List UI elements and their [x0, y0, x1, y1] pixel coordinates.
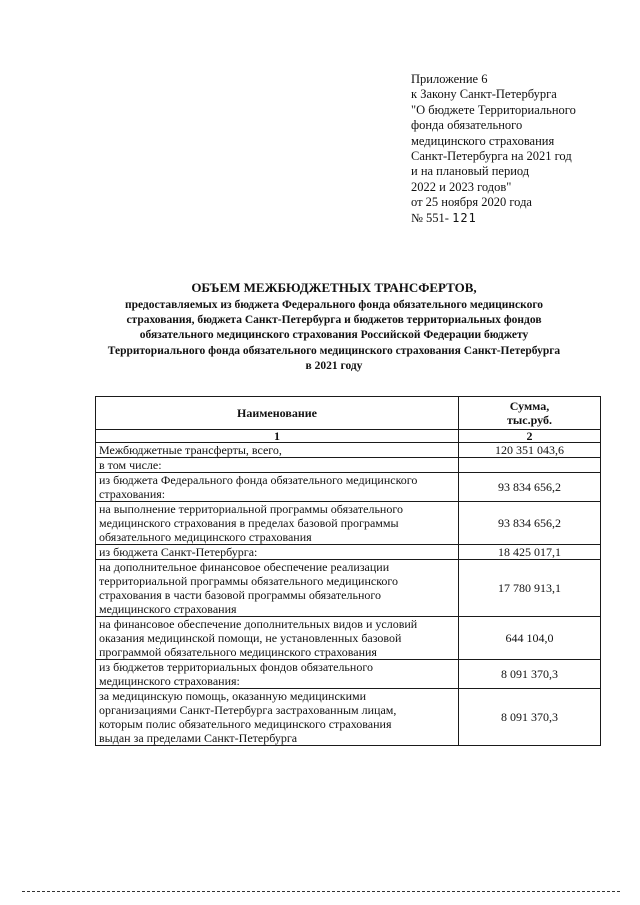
table-row	[96, 443, 601, 458]
table-row	[96, 458, 601, 473]
row-sum-cell	[459, 458, 601, 473]
appendix-line: к Закону Санкт-Петербурга	[411, 87, 557, 102]
title-sub-line: в 2021 году	[305, 359, 363, 372]
row-name-line: в том числе:	[99, 458, 162, 472]
column-number: 1	[96, 430, 459, 443]
document-title	[60, 280, 608, 374]
row-name-cell	[96, 473, 459, 502]
table-row	[96, 502, 601, 545]
row-name-line: из бюджета Санкт-Петербурга:	[99, 545, 258, 559]
appendix-line: Санкт-Петербурга на 2021 год	[411, 149, 572, 164]
row-name-line: на финансовое обеспечение дополнительных видов и условий	[99, 617, 418, 631]
transfers-table	[95, 396, 601, 746]
row-name-line: медицинского страхования	[99, 602, 237, 616]
row-name-cell	[96, 617, 459, 660]
title-sub-line: обязательного медицинского страхования Российской Федерации бюджету	[139, 329, 529, 342]
column-number: 2	[459, 430, 601, 443]
row-name-cell	[96, 689, 459, 746]
law-number-prefix: № 551-	[411, 210, 449, 225]
title-sub-line: страхования, бюджета Санкт-Петербурга и бюджетов территориальных фондов	[126, 314, 542, 327]
law-number-handwritten: 121	[452, 210, 477, 225]
row-name-line: из бюджетов территориальных фондов обязательного	[99, 660, 373, 674]
table-row	[96, 545, 601, 560]
table-body	[96, 443, 601, 746]
table-row	[96, 473, 601, 502]
row-sum-cell: 17 780 913,1	[459, 560, 601, 617]
row-name-line: Межбюджетные трансферты, всего,	[99, 443, 282, 457]
table-row	[96, 660, 601, 689]
row-sum-cell: 120 351 043,6	[459, 443, 601, 458]
row-name-line: которым полис обязательного медицинского страхования	[99, 717, 392, 731]
appendix-reference	[411, 72, 626, 226]
column-header-sum-line: тыс.руб.	[507, 413, 552, 427]
law-number	[411, 211, 626, 226]
column-header-sum	[459, 397, 601, 430]
table-row	[96, 689, 601, 746]
row-name-cell	[96, 443, 459, 458]
table-row	[96, 617, 601, 660]
table-row	[96, 560, 601, 617]
row-name-line: страхования:	[99, 487, 166, 501]
row-name-line: оказания медицинской помощи, не установленных базовой	[99, 631, 402, 645]
footer-divider	[22, 891, 620, 892]
row-sum-cell: 8 091 370,3	[459, 660, 601, 689]
row-name-line: организациями Санкт-Петербурга застрахованным лицам,	[99, 703, 397, 717]
row-name-line: медицинского страхования:	[99, 674, 240, 688]
row-name-line: выдан за пределами Санкт-Петербурга	[99, 731, 298, 745]
row-sum-cell: 8 091 370,3	[459, 689, 601, 746]
appendix-line: фонда обязательного	[411, 118, 523, 133]
row-name-line: из бюджета Федерального фонда обязательного медицинского	[99, 473, 418, 487]
row-name-line: территориальной программы обязательного медицинского	[99, 574, 399, 588]
title-subtitle	[60, 298, 608, 374]
row-sum-cell: 644 104,0	[459, 617, 601, 660]
row-name-cell	[96, 502, 459, 545]
row-name-line: страхования в части базовой программы обязательного	[99, 588, 381, 602]
row-name-cell	[96, 660, 459, 689]
row-name-line: на дополнительное финансовое обеспечение реализации	[99, 560, 390, 574]
row-name-line: обязательного медицинского страхования	[99, 530, 312, 544]
appendix-line: Приложение 6	[411, 72, 488, 86]
column-number-row	[96, 430, 601, 443]
row-name-cell	[96, 545, 459, 560]
row-name-cell	[96, 560, 459, 617]
column-header-sum-line: Сумма,	[509, 399, 550, 413]
table-header-row	[96, 397, 601, 430]
column-header-name: Наименование	[96, 397, 459, 430]
appendix-line: медицинского страхования	[411, 133, 555, 148]
row-sum-cell: 93 834 656,2	[459, 473, 601, 502]
row-name-line: медицинского страхования в пределах базовой программы	[99, 516, 399, 530]
row-name-line: за медицинскую помощь, оказанную медицинскими	[99, 689, 367, 703]
appendix-line: и на плановый период	[411, 164, 530, 179]
transfers-table-wrapper	[95, 396, 600, 746]
row-name-line: на выполнение территориальной программы обязательного	[99, 502, 403, 516]
appendix-line: 2022 и 2023 годов"	[411, 179, 512, 194]
title-main: ОБЪЕМ МЕЖБЮДЖЕТНЫХ ТРАНСФЕРТОВ,	[191, 280, 477, 295]
row-name-cell	[96, 458, 459, 473]
appendix-line: от 25 ноября 2020 года	[411, 195, 532, 210]
row-name-line: программой обязательного медицинского страхования	[99, 645, 377, 659]
appendix-line: "О бюджете Территориального	[411, 102, 576, 117]
row-sum-cell: 93 834 656,2	[459, 502, 601, 545]
title-sub-line: предоставляемых из бюджета Федерального фонда обязательного медицинского	[124, 299, 544, 311]
title-sub-line: Территориального фонда обязательного медицинского страхования Санкт-Петербурга	[107, 344, 561, 357]
row-sum-cell: 18 425 017,1	[459, 545, 601, 560]
